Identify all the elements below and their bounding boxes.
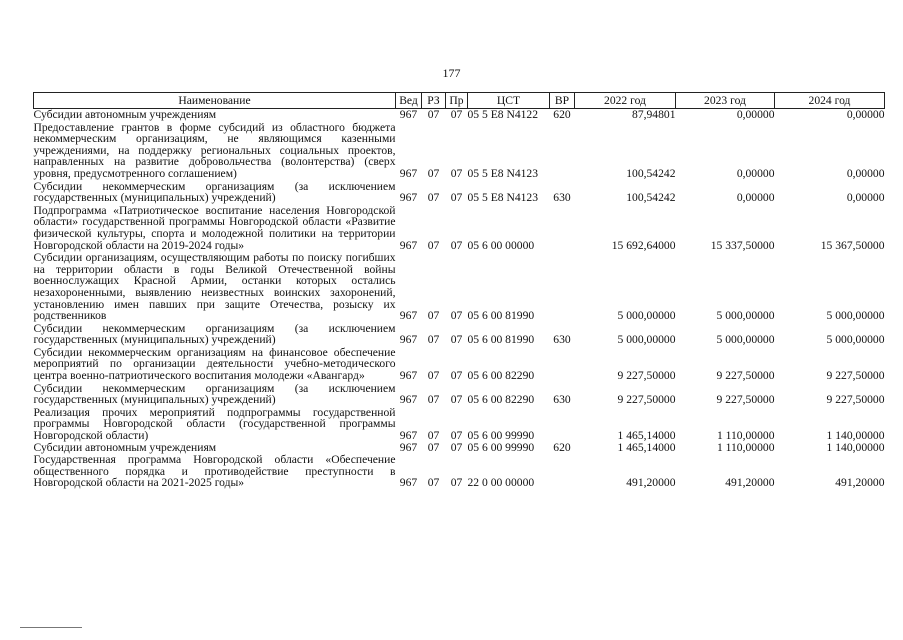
table-row [34,251,885,322]
row-2022: 1 465,14000 [617,429,676,443]
row-2022: 9 227,50000 [617,393,676,407]
row-cst: 05 6 00 99990 [467,429,535,443]
row-2022: 9 227,50000 [617,369,676,383]
row-ved: 967 [399,476,418,490]
row-vr: 630 [553,191,571,205]
table-row [34,442,885,454]
row-2022: 5 000,00000 [617,309,676,323]
table-row [34,109,885,121]
header-cst: ЦСТ [468,93,550,109]
row-name: Субсидии некоммерческим организациям (за исключением государственных (муниципальных) учреждений) [33,179,396,205]
row-2024: 5 000,00000 [826,333,885,347]
row-ved: 967 [399,166,418,180]
row-ved: 967 [399,238,418,252]
row-pr: 07 [450,238,463,252]
row-cst: 05 5 Е8 N4123 [467,191,539,205]
row-2024: 9 227,50000 [826,393,885,407]
row-cst: 05 5 Е8 N4122 [467,108,539,121]
table-row [34,180,885,204]
row-2023: 1 110,00000 [716,429,775,443]
row-2023: 9 227,50000 [716,369,775,383]
row-rz: 07 [427,476,440,490]
row-cst: 05 6 00 99990 [467,440,535,454]
row-vr: 620 [553,108,571,121]
row-ved: 967 [399,191,418,205]
row-pr: 07 [450,369,463,383]
row-rz: 07 [427,429,440,443]
row-name: Субсидии автономным учреждениям [33,108,217,121]
row-name: Субсидии некоммерческим организациям (за исключением государственных (муниципальных) учреждений) [33,381,396,407]
page-number: 177 [442,66,461,80]
row-ved: 967 [399,440,418,454]
row-name: Предоставление грантов в форме субсидий из областного бюджета некоммерческим организациям, не являющимся казенными учреждениями, на поддержку региональных социальных проектов, направленных на развитие добровольчества (волонтерства) (сверх уровня, предусмотренного соглашением) [33,120,396,180]
row-rz: 07 [427,393,440,407]
header-name: Наименование [34,93,396,109]
table-row [34,121,885,180]
row-vr [550,406,575,442]
row-vr: 630 [553,333,571,347]
row-pr: 07 [450,191,463,205]
row-pr: 07 [450,333,463,347]
row-2022: 15 692,64000 [611,238,676,252]
row-vr [550,346,575,382]
row-name: Субсидии автономным учреждениям [33,440,217,454]
row-name: Субсидии некоммерческим организациям (за исключением государственных (муниципальных) учреждений) [33,321,396,347]
table-row [34,204,885,251]
budget-table [33,92,885,489]
row-2022: 100,54242 [626,166,676,180]
row-ved: 967 [399,333,418,347]
row-2024: 0,00000 [846,166,885,180]
row-2024: 9 227,50000 [826,369,885,383]
table-row [34,382,885,406]
row-pr: 07 [450,429,463,443]
row-2023: 5 000,00000 [716,309,775,323]
header-2024: 2024 год [775,93,885,109]
row-rz: 07 [427,238,440,252]
row-rz: 07 [427,108,440,121]
row-2024: 1 140,00000 [826,429,885,443]
row-2024: 0,00000 [846,108,885,121]
row-rz: 07 [427,166,440,180]
header-rz: РЗ [422,93,446,109]
table-row [34,406,885,442]
row-2023: 15 337,50000 [710,238,775,252]
row-vr [550,251,575,322]
header-2023: 2023 год [676,93,775,109]
row-2023: 0,00000 [736,191,775,205]
header-ved: Вед [396,93,422,109]
row-2023: 5 000,00000 [716,333,775,347]
row-pr: 07 [450,166,463,180]
row-rz: 07 [427,440,440,454]
row-vr: 620 [553,440,571,454]
row-cst: 05 6 00 81990 [467,333,535,347]
row-ved: 967 [399,369,418,383]
row-2024: 15 367,50000 [820,238,885,252]
row-cst: 05 6 00 00000 [467,238,535,252]
header-pr: Пр [446,93,468,109]
row-name: Субсидии некоммерческим организациям на финансовое обеспечение мероприятий по организации деятельности учебно-методического центра военно-патриотического воспитания молодежи «Авангард» [33,345,396,383]
row-name: Реализация прочих мероприятий подпрограммы государственной программы Новгородской области (государственной программы Новгородской области) [33,405,396,443]
row-2022: 5 000,00000 [617,333,676,347]
row-vr [550,204,575,251]
row-rz: 07 [427,333,440,347]
row-vr [550,121,575,180]
row-2022: 100,54242 [626,191,676,205]
row-vr [550,453,575,489]
row-2024: 0,00000 [846,191,885,205]
header-2022: 2022 год [575,93,676,109]
table-row [34,453,885,489]
row-rz: 07 [427,369,440,383]
row-pr: 07 [450,393,463,407]
row-2023: 0,00000 [736,108,775,121]
row-2023: 9 227,50000 [716,393,775,407]
row-rz: 07 [427,309,440,323]
row-name: Подпрограмма «Патриотическое воспитание населения Новгородской области» государственной программы Новгородской области «Развитие физической культуры, спорта и молодежной политики на территории Новгородской области на 2019-2024 годы» [33,203,396,252]
row-ved: 967 [399,393,418,407]
row-2022: 87,94801 [632,108,676,121]
row-pr: 07 [450,476,463,490]
row-cst: 05 6 00 81990 [467,309,535,323]
row-2022: 491,20000 [626,476,676,490]
row-2024: 491,20000 [835,476,885,490]
row-cst: 05 5 Е8 N4123 [467,166,539,180]
footer-rule [20,627,82,628]
row-name: Государственная программа Новгородской области «Обеспечение общественного порядка и противодействие преступности в Новгородской области на 2021-2025 годы» [33,453,396,490]
row-pr: 07 [450,309,463,323]
row-ved: 967 [399,429,418,443]
row-2022: 1 465,14000 [617,440,676,454]
row-2023: 491,20000 [725,476,775,490]
row-2024: 5 000,00000 [826,309,885,323]
row-cst: 05 6 00 82290 [467,393,535,407]
row-rz: 07 [427,191,440,205]
table-row [34,346,885,382]
row-cst: 05 6 00 82290 [467,369,535,383]
row-ved: 967 [399,108,418,121]
table-row [34,322,885,346]
header-vr: ВР [550,93,575,109]
table-header-row [34,93,885,109]
row-pr: 07 [450,440,463,454]
row-2023: 1 110,00000 [716,440,775,454]
row-pr: 07 [450,108,463,121]
row-name: Субсидии организациям, осуществляющим работы по поиску погибших на территории области в годы Великой Отечественной войны военнослужащих Красной Армии, останки которых остались незахороненными, выявлению неизвестных воинских захоронений, установлению имен павших при защите Отечества, розыску их родственников [33,251,396,323]
row-vr: 630 [553,393,571,407]
row-2024: 1 140,00000 [826,440,885,454]
row-cst: 22 0 00 00000 [467,476,535,490]
row-ved: 967 [399,309,418,323]
row-2023: 0,00000 [736,166,775,180]
